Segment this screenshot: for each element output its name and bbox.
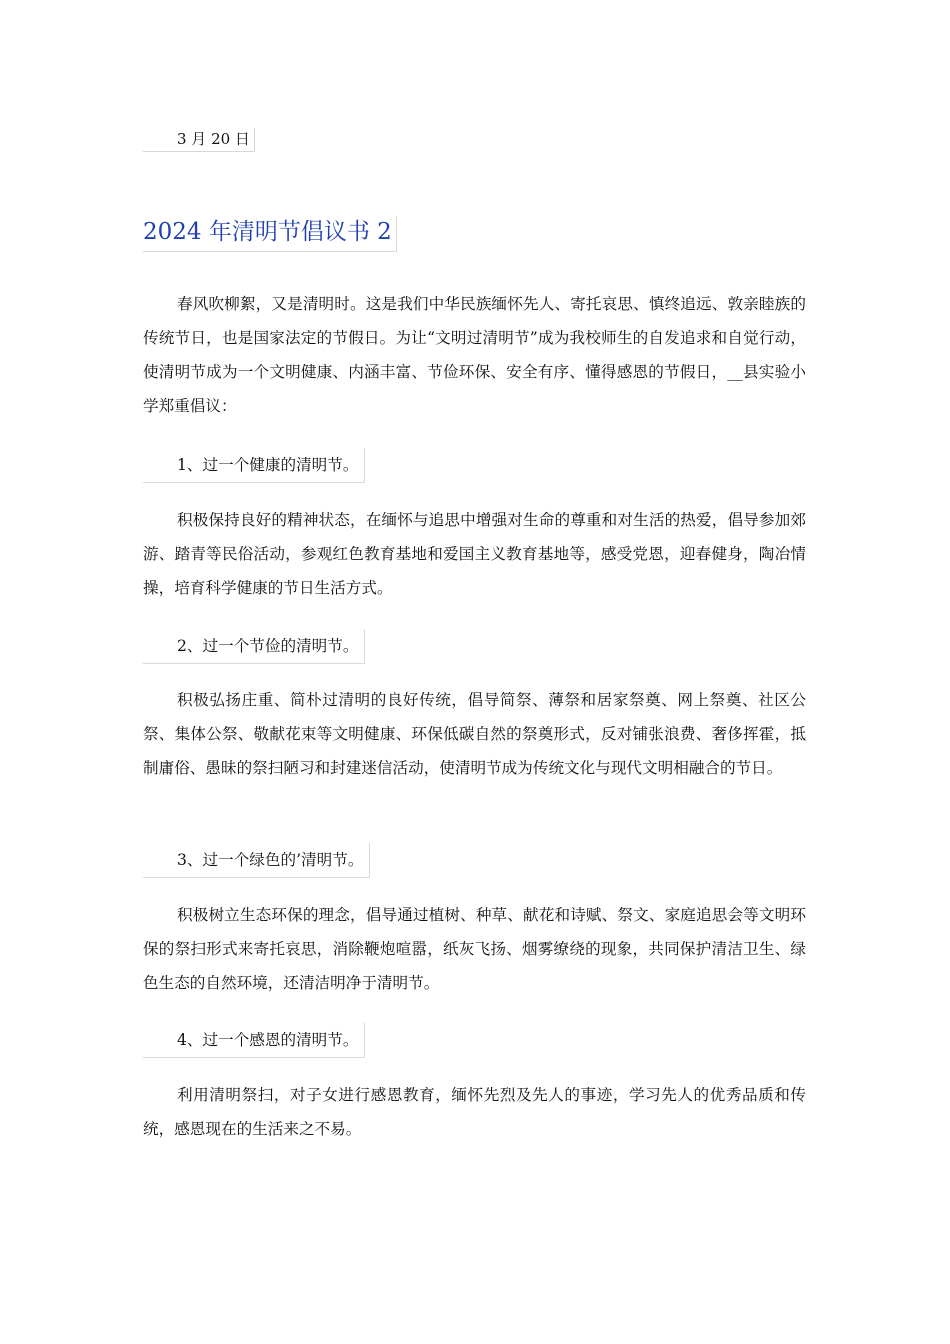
item-4-body: 利用清明祭扫，对子女进行感恩教育，缅怀先烈及先人的事迹，学习先人的优秀品质和传统，感恩现在的生活来之不易。 — [143, 1086, 806, 1138]
intro-paragraph: 春风吹柳絮，又是清明时。这是我们中华民族缅怀先人、寄托哀思、慎终追远、敦亲睦族的传统节日，也是国家法定的节假日。为让“文明过清明节”成为我校师生的自发追求和自觉行动，使清明节成为一个文明健康、内涵丰富、节俭环保、安全有序、懂得感恩的节假日，__县实验小学郑重倡议： — [143, 295, 806, 415]
date-line: 3 月 20 日 — [143, 128, 255, 152]
item-2-heading: 2、过一个节俭的清明节。 — [143, 629, 365, 664]
document-title: 2024 年清明节倡议书 2 — [143, 216, 397, 252]
item-2-body: 积极弘扬庄重、简朴过清明的良好传统，倡导简祭、薄祭和居家祭奠、网上祭奠、社区公祭、集体公祭、敬献花束等文明健康、环保低碳自然的祭奠形式，反对铺张浪费、奢侈挥霍，抵制庸俗、愚昧的祭扫陋习和封建迷信活动，使清明节成为传统文化与现代文明相融合的节日。 — [143, 691, 806, 777]
item-3-body: 积极树立生态环保的理念，倡导通过植树、种草、献花和诗赋、祭文、家庭追思会等文明环保的祭扫形式来寄托哀思，消除鞭炮喧嚣，纸灰飞扬、烟雾缭绕的现象，共同保护清洁卫生、绿色生态的自然环境，还清洁明净于清明节。 — [143, 906, 806, 992]
item-1-body: 积极保持良好的精神状态，在缅怀与追思中增强对生命的尊重和对生活的热爱，倡导参加郊游、踏青等民俗活动，参观红色教育基地和爱国主义教育基地等，感受党恩，迎春健身，陶冶情操，培育科学健康的节日生活方式。 — [143, 511, 806, 597]
item-1-heading: 1、过一个健康的清明节。 — [143, 448, 365, 483]
item-3-heading: 3、过一个绿色的’清明节。 — [143, 843, 370, 878]
item-4-heading: 4、过一个感恩的清明节。 — [143, 1023, 365, 1058]
